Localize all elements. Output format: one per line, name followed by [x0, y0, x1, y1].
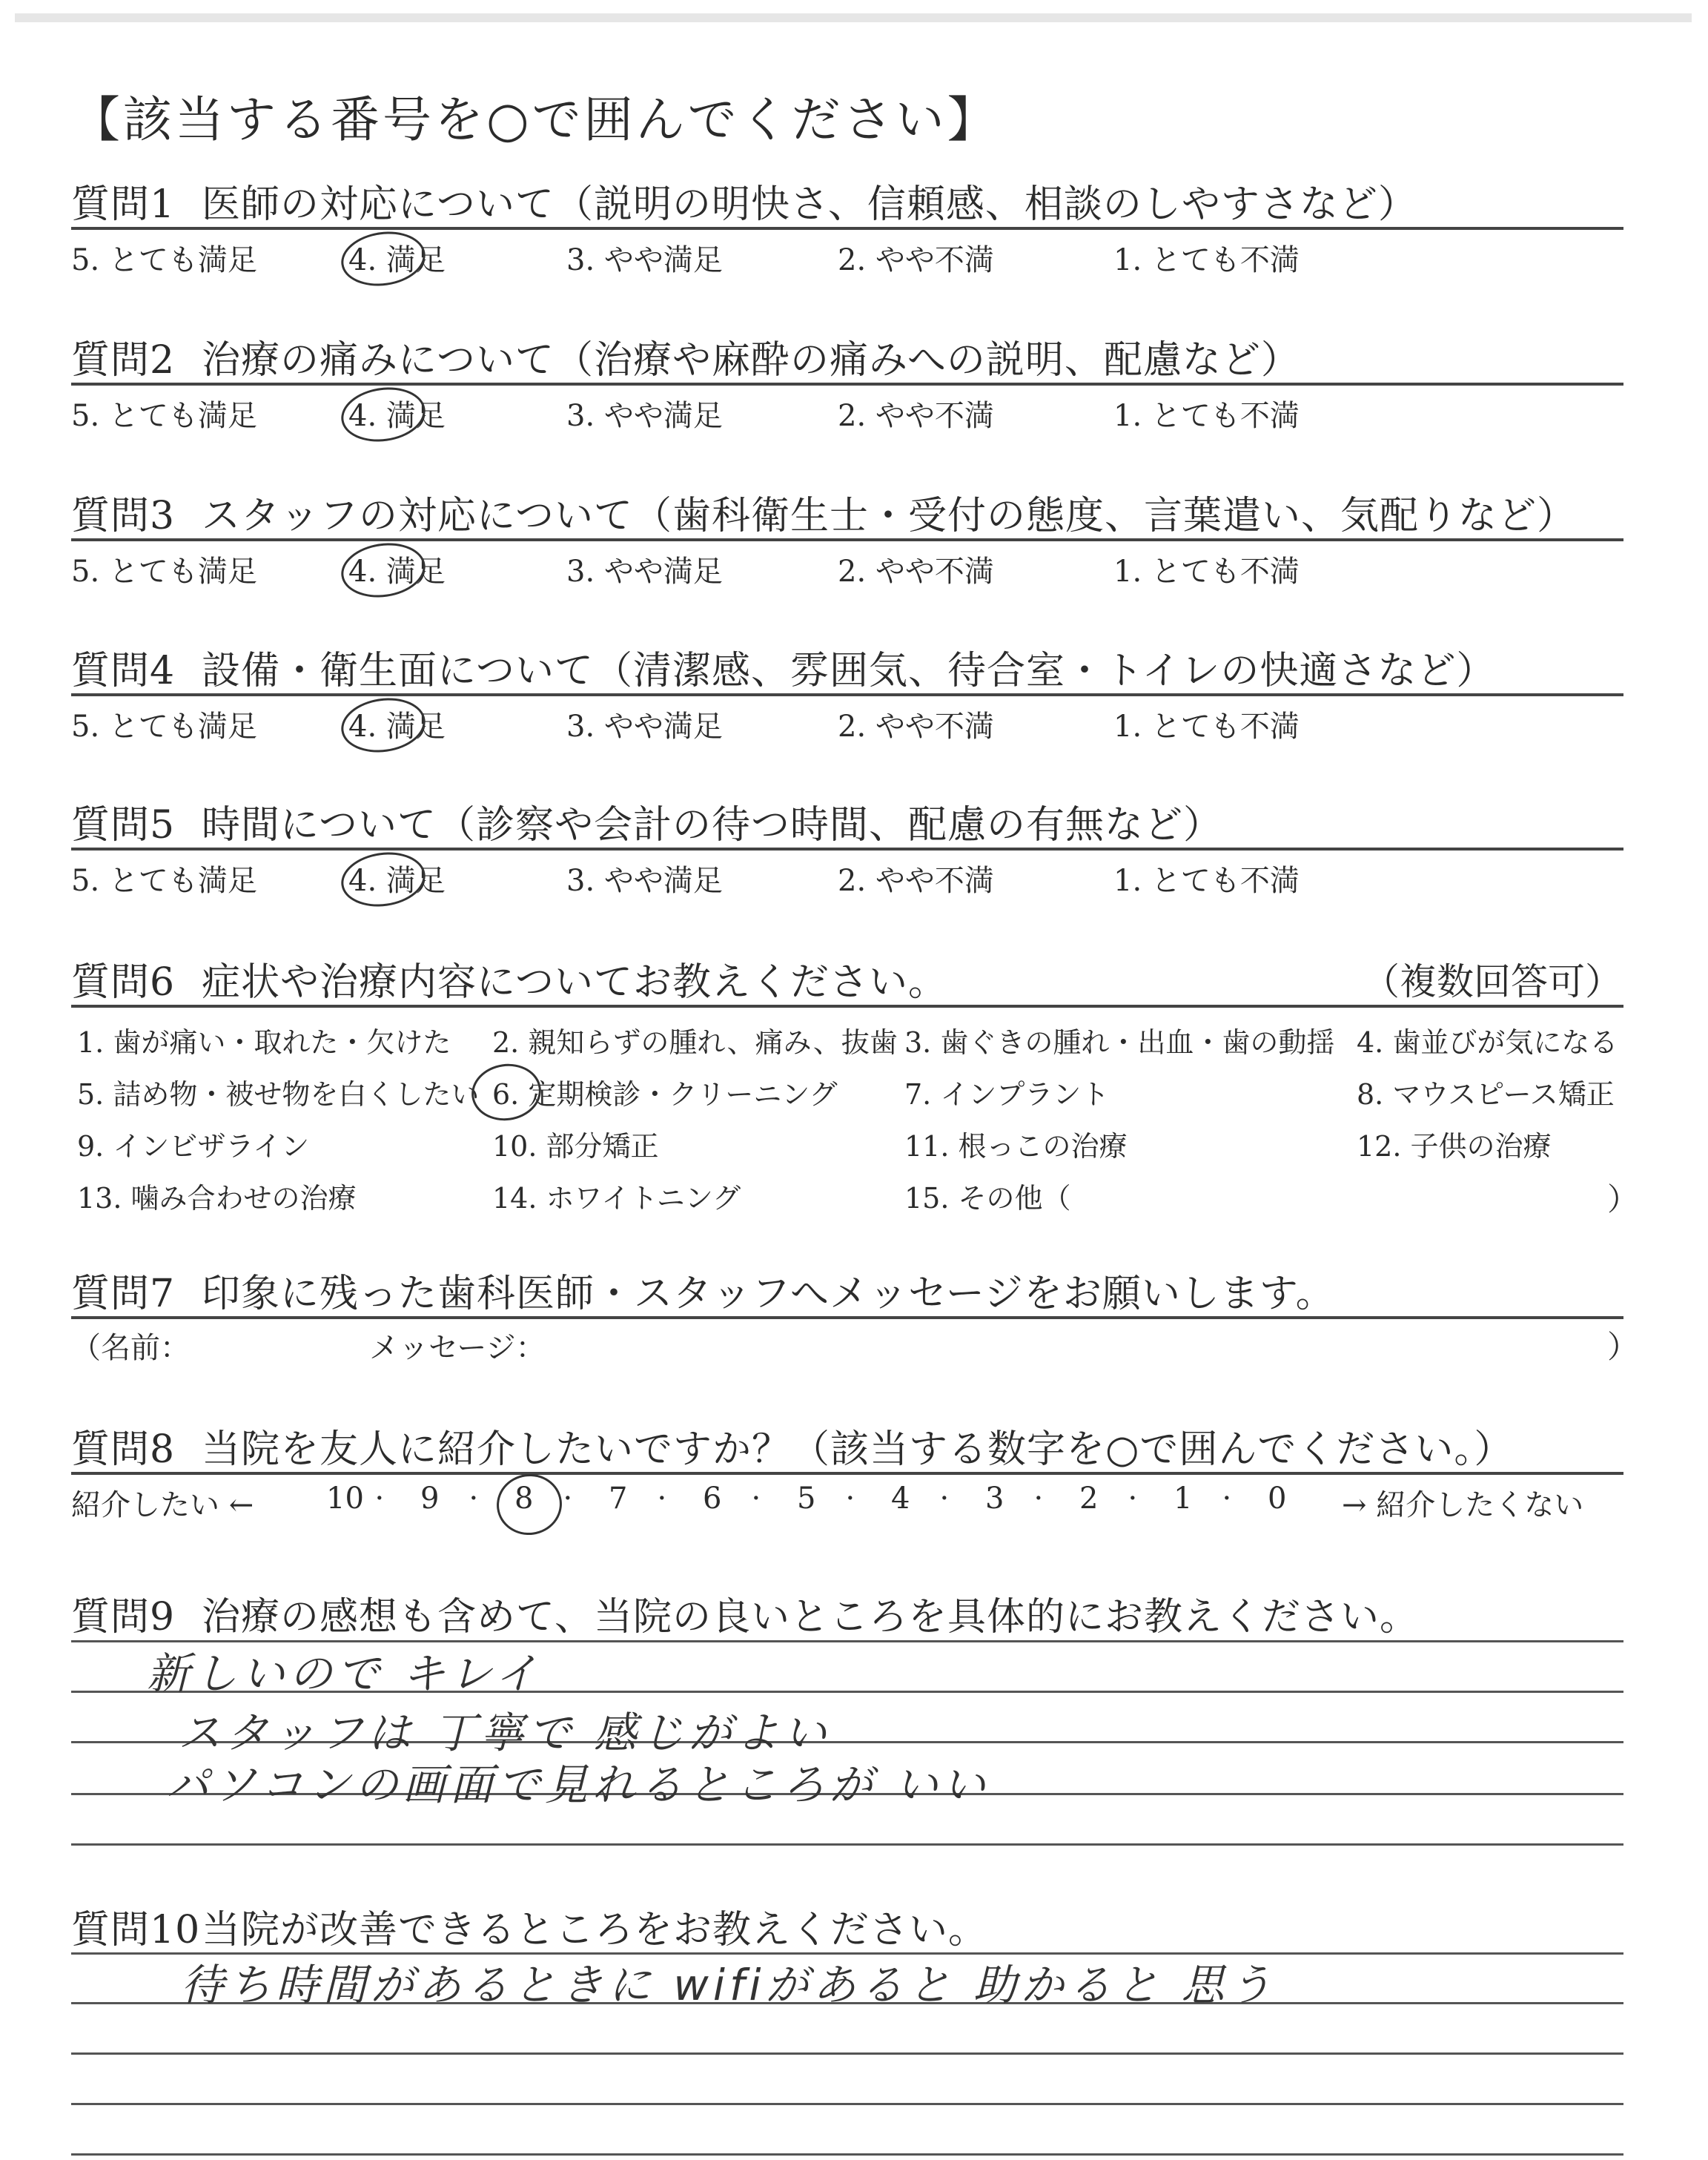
- q8-scale-8[interactable]: 8: [514, 1482, 534, 1516]
- q6-option-8[interactable]: 8. マウスピース矯正: [1357, 1078, 1615, 1111]
- q6-close-paren: ）: [1607, 1181, 1639, 1218]
- q2-option-2[interactable]: 2. やや不満: [838, 399, 994, 433]
- q8-scale-dot: ·: [1222, 1482, 1232, 1516]
- q6-selection-circle: [468, 1060, 545, 1125]
- q3-option-3[interactable]: 3. やや満足: [566, 555, 723, 589]
- q8-scale-dot: ·: [1033, 1482, 1044, 1516]
- q1-option-3[interactable]: 3. やや満足: [566, 243, 723, 277]
- q6-option-7[interactable]: 7. インプラント: [904, 1078, 1110, 1111]
- q1-heading: [71, 173, 1417, 228]
- q8-scale-1[interactable]: 1: [1174, 1482, 1193, 1516]
- q5-text: 時間について（診察や会計の待つ時間、配慮の有無など）: [202, 803, 1222, 848]
- q9-text: 治療の感想も含めて、当院の良いところを具体的にお教えください。: [202, 1595, 1419, 1639]
- q6-rule: [71, 1005, 1623, 1008]
- q1-option-4[interactable]: 4. 満足: [348, 243, 446, 277]
- q7-number: 質問7: [71, 1272, 176, 1316]
- q2-option-3[interactable]: 3. やや満足: [566, 399, 723, 433]
- q3-option-5[interactable]: 5. とても満足: [71, 555, 257, 589]
- q6-option-10[interactable]: 10. 部分矯正: [492, 1130, 659, 1163]
- q8-scale-dot: ·: [939, 1482, 950, 1516]
- q7-name-label: （名前：: [71, 1331, 190, 1365]
- q6-option-15[interactable]: 15. その他（: [904, 1182, 1071, 1215]
- q4-option-4[interactable]: 4. 満足: [348, 710, 446, 744]
- q9-line-5: [71, 1843, 1623, 1846]
- q10-line-3: [71, 2052, 1623, 2055]
- q3-heading: [71, 484, 1576, 540]
- q10-text: 当院が改善できるところをお教えください。: [202, 1908, 988, 1952]
- q2-option-1[interactable]: 1. とても不満: [1113, 399, 1300, 433]
- q7-text: 印象に残った歯科医師・スタッフへメッセージをお願いします。: [202, 1272, 1335, 1316]
- q7-heading: [71, 1262, 1335, 1318]
- q6-option-9[interactable]: 9. インビザライン: [77, 1130, 310, 1163]
- q9-answer-3: パソコンの画面で見れるところが いい: [166, 1760, 990, 1810]
- q8-scale-9[interactable]: 9: [420, 1482, 440, 1516]
- q8-left-label: 紹介したい ←: [71, 1488, 254, 1522]
- q10-line-5: [71, 2153, 1623, 2156]
- q1-option-5[interactable]: 5. とても満足: [71, 243, 257, 277]
- q8-text: 当院を友人に紹介したいですか？（該当する数字を○で囲んでください。）: [202, 1427, 1514, 1472]
- q5-option-4[interactable]: 4. 満足: [348, 864, 446, 898]
- q3-option-4[interactable]: 4. 満足: [348, 555, 446, 589]
- q6-option-14[interactable]: 14. ホワイトニング: [492, 1182, 741, 1215]
- q8-right-label: → 紹介したくない: [1342, 1488, 1584, 1522]
- q1-rule: [71, 227, 1623, 230]
- q6-option-6[interactable]: 6. 定期検診・クリーニング: [492, 1078, 838, 1111]
- q4-heading: [71, 639, 1495, 695]
- q5-number: 質問5: [71, 803, 176, 848]
- q7-message-label: メッセージ：: [369, 1331, 546, 1365]
- q3-number: 質問3: [71, 494, 176, 538]
- q3-text: スタッフの対応について（歯科衛生士・受付の態度、言葉遣い、気配りなど）: [202, 494, 1576, 538]
- q5-option-3[interactable]: 3. やや満足: [566, 864, 723, 898]
- q8-scale-2[interactable]: 2: [1079, 1482, 1099, 1516]
- q8-scale-0[interactable]: 0: [1268, 1482, 1287, 1516]
- q1-option-2[interactable]: 2. やや不満: [838, 243, 994, 277]
- q5-heading: [71, 793, 1222, 849]
- q9-heading: [71, 1585, 1419, 1641]
- q6-option-13[interactable]: 13. 噛み合わせの治療: [77, 1182, 357, 1215]
- q2-option-5[interactable]: 5. とても満足: [71, 399, 257, 433]
- q10-line-4: [71, 2103, 1623, 2105]
- q7-rule: [71, 1316, 1623, 1319]
- q8-heading: [71, 1418, 1513, 1473]
- q2-number: 質問2: [71, 338, 176, 383]
- q5-option-2[interactable]: 2. やや不満: [838, 864, 994, 898]
- q8-selection-circle: [493, 1470, 566, 1539]
- q4-text: 設備・衛生面について（清潔感、雰囲気、待合室・トイレの快適さなど）: [202, 649, 1496, 693]
- q8-scale-3[interactable]: 3: [985, 1482, 1004, 1516]
- q10-number: 質問10: [71, 1908, 201, 1952]
- q8-rule: [71, 1472, 1623, 1475]
- q8-scale-dot: ·: [1128, 1482, 1138, 1516]
- q6-heading: [71, 951, 947, 1006]
- q9-answer-2: スタッフは 丁寧で 感じがよい: [178, 1708, 831, 1758]
- q4-option-3[interactable]: 3. やや満足: [566, 710, 723, 744]
- q4-option-2[interactable]: 2. やや不満: [838, 710, 994, 744]
- q3-rule: [71, 538, 1623, 541]
- q8-number: 質問8: [71, 1427, 176, 1472]
- q8-scale-4[interactable]: 4: [891, 1482, 910, 1516]
- q6-number: 質問6: [71, 960, 176, 1005]
- q9-answer-1: 新しいので キレイ: [147, 1648, 542, 1699]
- q3-option-2[interactable]: 2. やや不満: [838, 555, 994, 589]
- q4-option-1[interactable]: 1. とても不満: [1113, 710, 1300, 744]
- q6-option-5[interactable]: 5. 詰め物・被せ物を白くしたい: [77, 1078, 480, 1111]
- q8-scale-dot: ·: [469, 1482, 479, 1516]
- q8-scale-dot: ·: [751, 1482, 761, 1516]
- q8-scale-dot: ·: [657, 1482, 667, 1516]
- q3-option-1[interactable]: 1. とても不満: [1113, 555, 1300, 589]
- q6-note: （複数回答可）: [1363, 960, 1622, 1003]
- q8-scale-dot: ·: [563, 1482, 573, 1516]
- q5-option-5[interactable]: 5. とても満足: [71, 864, 257, 898]
- q2-rule: [71, 383, 1623, 386]
- q9-number: 質問9: [71, 1595, 176, 1639]
- q8-scale-10[interactable]: 10: [326, 1482, 364, 1516]
- q6-option-11[interactable]: 11. 根っこの治療: [904, 1130, 1128, 1163]
- q6-option-2[interactable]: 2. 親知らずの腫れ、痛み、抜歯: [492, 1026, 898, 1059]
- q6-option-12[interactable]: 12. 子供の治療: [1357, 1130, 1552, 1163]
- q1-number: 質問1: [71, 182, 176, 227]
- q4-rule: [71, 693, 1623, 696]
- q10-answer-1: 待ち時間があるときに wifiがあると 助かると 思う: [181, 1960, 1277, 2010]
- q2-heading: [71, 328, 1300, 384]
- q4-number: 質問4: [71, 649, 176, 693]
- q6-text: 症状や治療内容についてお教えください。: [202, 960, 947, 1005]
- q5-rule: [71, 848, 1623, 851]
- q10-heading: [71, 1898, 987, 1954]
- q5-option-1[interactable]: 1. とても不満: [1113, 864, 1300, 898]
- q1-option-1[interactable]: 1. とても不満: [1113, 243, 1300, 277]
- q1-text: 医師の対応について（説明の明快さ、信頼感、相談のしやすさなど）: [202, 182, 1417, 227]
- form-title: 【該当する番号を○で囲んでください】: [71, 91, 999, 148]
- q2-option-4[interactable]: 4. 満足: [348, 399, 446, 433]
- q7-close-paren: ）: [1607, 1329, 1639, 1365]
- q8-scale-5[interactable]: 5: [797, 1482, 816, 1516]
- q8-scale-dot: ·: [374, 1482, 385, 1516]
- q2-text: 治療の痛みについて（治療や麻酔の痛みへの説明、配慮など）: [202, 338, 1300, 383]
- q6-option-4[interactable]: 4. 歯並びが気になる: [1357, 1026, 1618, 1059]
- q6-option-3[interactable]: 3. 歯ぐきの腫れ・出血・歯の動揺: [904, 1026, 1335, 1059]
- q4-option-5[interactable]: 5. とても満足: [71, 710, 257, 744]
- q6-option-1[interactable]: 1. 歯が痛い・取れた・欠けた: [77, 1026, 451, 1059]
- q8-scale-dot: ·: [845, 1482, 855, 1516]
- q8-scale-6[interactable]: 6: [703, 1482, 722, 1516]
- scan-edge: [15, 13, 1692, 22]
- q8-scale-7[interactable]: 7: [609, 1482, 628, 1516]
